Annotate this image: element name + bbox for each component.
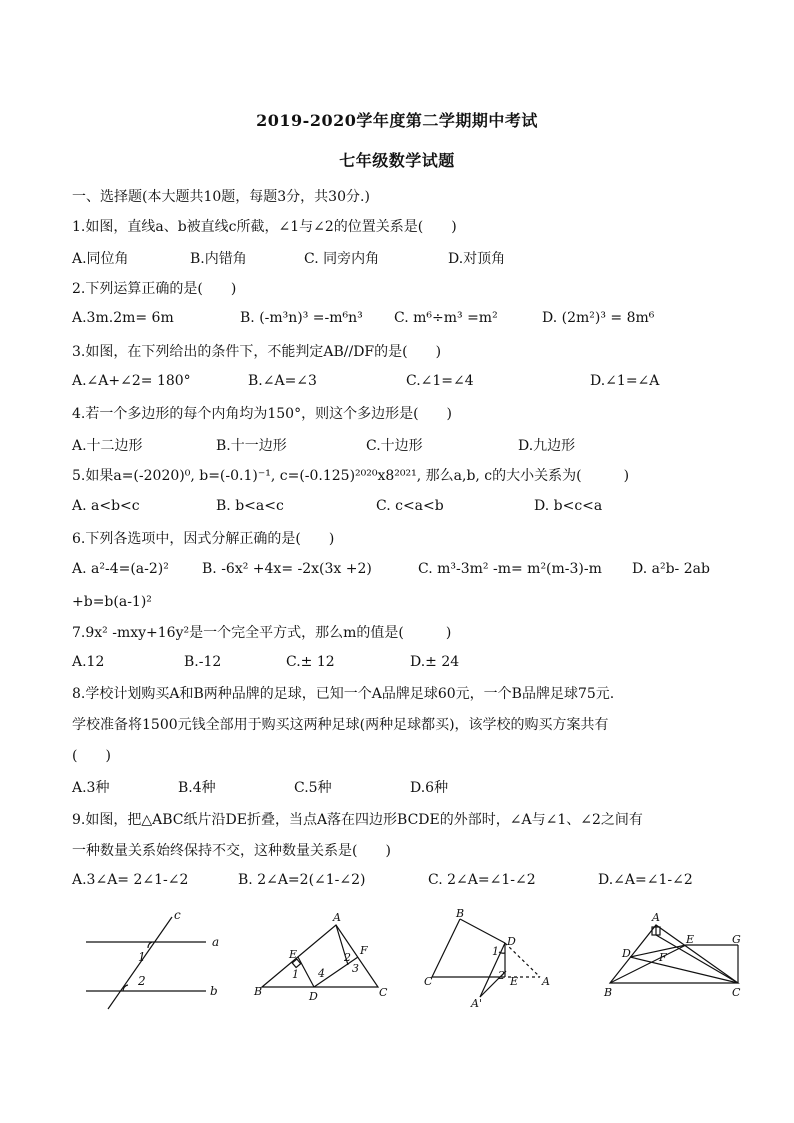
fig2-label-1: 1 [292,968,299,981]
q1-option-c: C. 同旁内角 [304,251,380,267]
figure-3-labels [424,907,550,1010]
fig2-label-4: 4 [318,967,325,980]
q8-stem-line1: 8.学校计划购买A和B两种品牌的足球，已知一个A品牌足球60元，一个B品牌足球75元. [72,686,615,702]
q9-option-c: C. 2∠A=∠1-∠2 [428,872,536,888]
q8-options [72,777,732,797]
q6-option-d-continuation: +b=b(a-1)² [72,594,152,610]
fig3-label-c: C [424,975,433,988]
figure-3-folded-triangle [432,919,540,997]
exam-subtitle: 七年级数学试题 [339,151,455,170]
q8-stem-line3: ( ) [72,748,111,764]
q2-options [72,310,732,330]
q9-option-d: D.∠A=∠1-∠2 [598,872,693,888]
q6-option-b: B. -6x² +4x= -2x(3x +2) [202,561,372,577]
q7-option-b: B.-12 [184,654,222,670]
q8-stem-line2: 学校准备将1500元钱全部用于购买这两种足球(两种足球都买)，该学校的购买方案共有 [72,717,609,733]
q9-option-b: B. 2∠A=2(∠1-∠2) [238,872,366,888]
fig1-label-2: 2 [138,974,146,988]
q5-option-b: B. b<a<c [216,498,284,514]
q4-option-d: D.九边形 [518,438,576,454]
figure-1-labels [137,908,219,998]
segment-dc [630,957,738,983]
q1-stem: 1.如图，直线a、b被直线c所截，∠1与∠2的位置关系是( ) [72,219,457,235]
q6-option-c: C. m³-3m² -m= m²(m-3)-m [418,561,602,577]
exam-title: 2019-2020学年度第二学期期中考试 [256,111,538,130]
fig1-label-1: 1 [138,950,146,964]
fig2-label-c: C [379,986,388,999]
q7-stem: 7.9x² -mxy+16y²是一个完全平方式，那么m的值是( ) [72,625,452,641]
q3-option-a: A.∠A+∠2= 180° [72,373,191,389]
fig4-label-b: B [604,986,613,999]
q8-option-b: B.4种 [178,780,216,796]
figure-1-parallel-lines [86,917,206,1009]
q9-options [72,872,732,892]
fig3-label-2: 2 [498,969,505,982]
q8-option-a: A.3种 [72,780,110,796]
q4-options [72,435,732,455]
q3-stem: 3.如图，在下列给出的条件下，不能判定AB//DF的是( ) [72,344,442,360]
q5-option-d: D. b<c<a [534,498,603,514]
q2-option-b: B. (-m³n)³ =-m⁶n³ [240,310,363,326]
fig1-label-c: c [174,908,181,922]
q4-option-b: B.十一边形 [216,438,287,454]
q1-option-b: B.内错角 [190,251,247,267]
fig2-label-e: E [289,948,298,961]
q2-option-d: D. (2m²)³ = 8m⁶ [542,310,655,326]
q5-option-c: C. c<a<b [376,498,444,514]
fig2-label-f: F [360,944,368,957]
q5-options [72,498,732,518]
q4-option-a: A.十二边形 [72,438,143,454]
q7-option-d: D.± 24 [410,654,460,670]
q1-options [72,248,732,268]
dashed-da [505,943,540,977]
q9-stem-line2: 一种数量关系始终保持不交，这种数量关系是( ) [72,843,391,859]
fig1-label-a: a [212,935,220,949]
q1-option-a: A.同位角 [72,251,129,267]
fig3-label-1: 1 [492,945,499,958]
fig3-label-a: A [542,975,550,988]
q8-option-c: C.5种 [294,780,332,796]
fig4-label-f: F [659,951,667,964]
q7-options [72,654,732,674]
segment-a-c [656,935,738,983]
section-heading: 一、选择题(本大题共10题，每题3分，共30分.) [72,189,370,205]
fig2-label-d: D [309,990,318,1003]
fig4-label-d: D [622,947,631,960]
fig2-label-b: B [254,985,263,998]
figure-2-labels [253,911,388,1003]
fig3-label-aprime: A' [471,997,482,1010]
fig3-label-d: D [507,935,516,948]
q6-option-a: A. a²-4=(a-2)² [72,561,169,577]
q5-option-a: A. a<b<c [72,498,140,514]
figures-row [0,905,794,1015]
q3-options [72,373,732,393]
q7-option-a: A.12 [72,654,105,670]
q3-option-b: B.∠A=∠3 [248,373,317,389]
q9-option-a: A.3∠A= 2∠1-∠2 [72,872,189,888]
fig3-label-e: E [510,975,519,988]
fig3-label-b: B [456,907,465,920]
q5-stem: 5.如果a=(-2020)⁰, b=(-0.1)⁻¹, c=(-0.125)²⁰²⁰x8²⁰²¹, 那么a,b, c的大小关系为( ) [72,468,630,484]
q4-stem: 4.若一个多边形的每个内角均为150°，则这个多边形是( ) [72,406,453,422]
q9-stem-line1: 9.如图，把△ABC纸片沿DE折叠，当点A落在四边形BCDE的外部时，∠A与∠1、∠2之间有 [72,812,643,828]
q1-option-d: D.对顶角 [448,251,506,267]
fig4-label-c: C [732,986,741,999]
fig2-label-a: A [333,911,341,924]
q3-option-c: C.∠1=∠4 [406,373,474,389]
segment-ed [298,957,314,987]
segment-bd [460,919,505,943]
q8-option-d: D.6种 [410,780,449,796]
q7-option-c: C.± 12 [286,654,335,670]
q2-option-a: A.3m.2m= 6m [72,310,174,326]
q2-option-c: C. m⁶÷m³ =m² [394,310,498,326]
q2-stem: 2.下列运算正确的是( ) [72,281,237,297]
fig2-label-3: 3 [352,962,359,975]
fig1-label-b: b [210,984,218,998]
fig4-label-g: G [732,933,741,946]
fig4-label-e: E [686,933,695,946]
figure-4-labels [603,911,741,999]
fig2-label-2: 2 [344,951,351,964]
q6-option-d: D. a²b- 2ab [632,561,710,577]
angle-1-arc [499,952,505,953]
q4-option-c: C.十边形 [366,438,423,454]
q6-stem: 6.下列各选项中，因式分解正确的是( ) [72,531,335,547]
fig4-label-a: A [652,911,660,924]
q6-options [72,561,732,581]
q3-option-d: D.∠1=∠A [590,373,660,389]
